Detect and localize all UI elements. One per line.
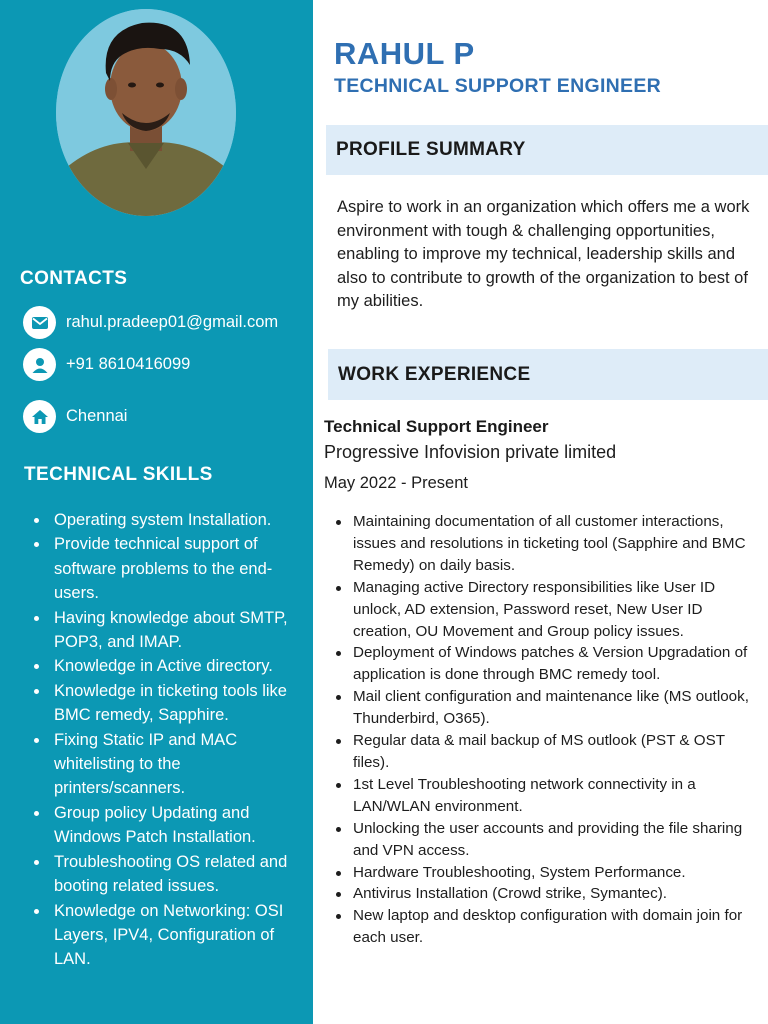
list-item: Troubleshooting OS related and booting related issues. [26, 850, 311, 899]
contacts-heading: CONTACTS [20, 268, 128, 289]
company-name: Progressive Infovision private limited [324, 442, 617, 462]
list-item: Managing active Directory responsibilities like User ID unlock, AD extension, Password reset, New User ID creation, OU Movement and Group policy issues. [330, 577, 758, 643]
mail-icon [23, 306, 56, 339]
list-item: Operating system Installation. [26, 508, 311, 532]
list-item: Knowledge in ticketing tools like BMC remedy, Sapphire. [26, 679, 311, 728]
profile-photo [56, 9, 236, 216]
list-item: Hardware Troubleshooting, System Performance. [330, 862, 758, 884]
list-item: New laptop and desktop configuration with domain join for each user. [330, 905, 758, 949]
list-item: 1st Level Troubleshooting network connectivity in a LAN/WLAN environment. [330, 774, 758, 818]
user-icon [23, 348, 56, 381]
profile-summary-text: Aspire to work in an organization which offers me a work environment with tough & challenging opportunities, enabling to improve my technical, leadership skills and also to contribute to growth of the organization to best of my abilities. [337, 198, 750, 311]
list-item: Having knowledge about SMTP, POP3, and IMAP. [26, 606, 311, 655]
candidate-name: RAHUL P [334, 36, 475, 71]
list-item: Group policy Updating and Windows Patch Installation. [26, 801, 311, 850]
list-item: Antivirus Installation (Crowd strike, Symantec). [330, 883, 758, 905]
phone-text[interactable]: +91 8610416099 [66, 355, 191, 373]
list-item: Unlocking the user accounts and providing the file sharing and VPN access. [330, 818, 758, 862]
profile-summary-band [326, 125, 768, 175]
work-experience-heading: WORK EXPERIENCE [338, 363, 531, 385]
list-item: Deployment of Windows patches & Version Upgradation of application is done through BMC remedy tool. [330, 642, 758, 686]
list-item: Regular data & mail backup of MS outlook (PST & OST files). [330, 730, 758, 774]
employment-dates: May 2022 - Present [324, 474, 468, 492]
list-item: Maintaining documentation of all customer interactions, issues and resolutions in ticketing tool (Sapphire and BMC Remedy) on daily basis. [330, 511, 758, 577]
duties-list [330, 511, 758, 949]
job-title: Technical Support Engineer [324, 417, 549, 436]
list-item: Mail client configuration and maintenance like (MS outlook, Thunderbird, O365). [330, 686, 758, 730]
contact-email[interactable] [23, 306, 278, 339]
list-item: Fixing Static IP and MAC whitelisting to the printers/scanners. [26, 728, 311, 801]
skills-heading: TECHNICAL SKILLS [24, 464, 213, 485]
email-text[interactable]: rahul.pradeep01@gmail.com [66, 313, 279, 331]
list-item: Knowledge in Active directory. [26, 654, 311, 678]
list-item: Provide technical support of software problems to the end-users. [26, 532, 311, 605]
skills-list [26, 508, 311, 972]
contact-location [23, 400, 127, 433]
home-icon [23, 400, 56, 433]
contact-phone[interactable] [23, 348, 190, 381]
work-experience-band [328, 349, 768, 400]
candidate-role: TECHNICAL SUPPORT ENGINEER [334, 75, 662, 97]
sidebar [0, 0, 313, 1024]
person-photo-icon [56, 9, 236, 216]
profile-summary-heading: PROFILE SUMMARY [336, 139, 526, 160]
location-text: Chennai [66, 407, 128, 425]
list-item: Knowledge on Networking: OSI Layers, IPV4, Configuration of LAN. [26, 899, 311, 972]
